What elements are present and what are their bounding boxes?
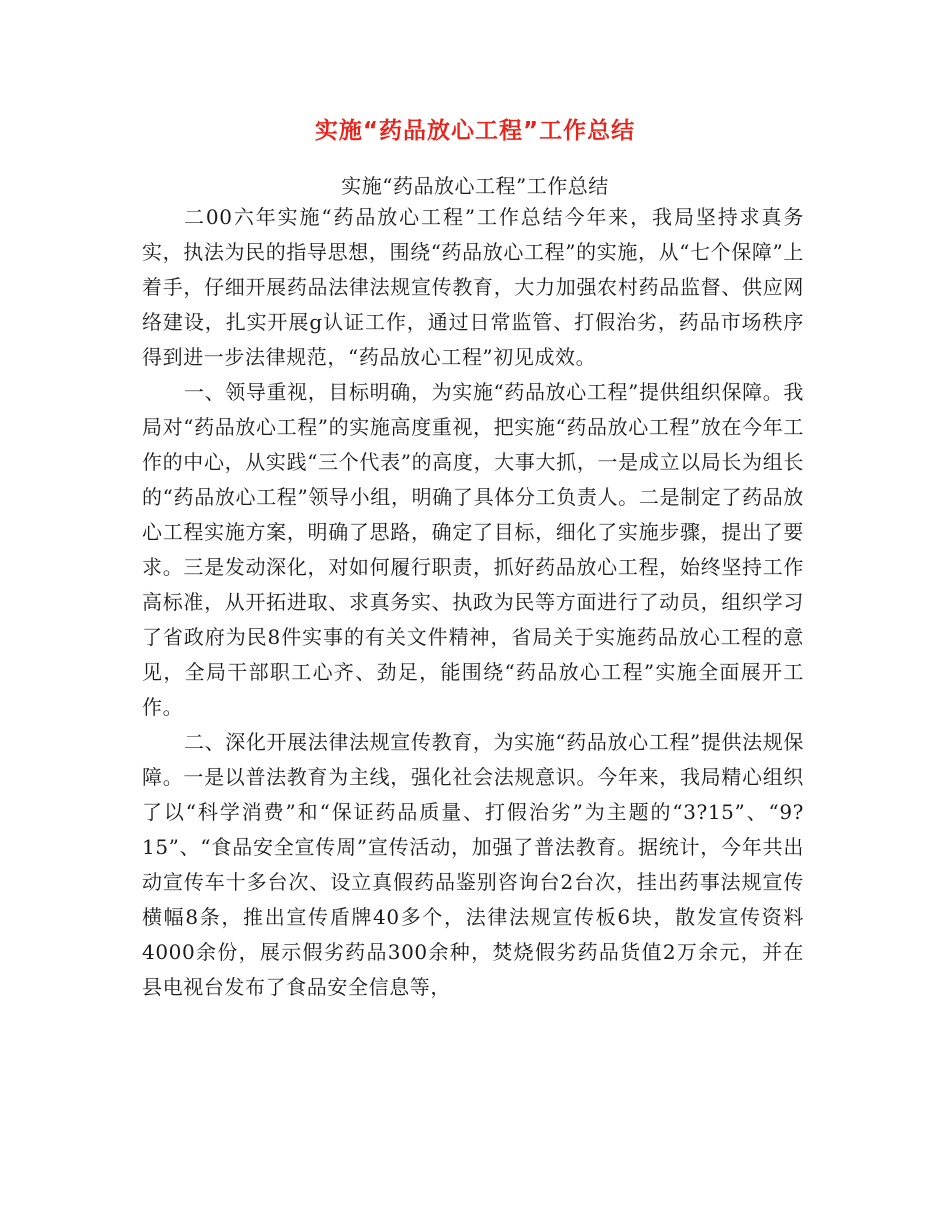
document-body (142, 200, 804, 1005)
paragraph-section-2: 二、深化开展法律法规宣传教育，为实施“药品放心工程”提供法规保障。一是以普法教育为主线，强化社会法规意识。今年来，我局精心组织了以“科学消费”和“保证药品质量、打假治劣”为主题的“3?15”、“9?15”、“食品安全宣传周”宣传活动，加强了普法教育。据统计，今年共出动宣传车十多台次、设立真假药品鉴别咨询台2台次，挂出药事法规宣传横幅8条，推出宣传盾牌40多个，法律法规宣传板6块，散发宣传资料4000余份，展示假劣药品300余种，焚烧假劣药品货值2万余元，并在县电视台发布了食品安全信息等， (142, 730, 804, 999)
paragraph-intro: 二00六年实施“药品放心工程”工作总结今年来，我局坚持求真务实，执法为民的指导思想，围绕“药品放心工程”的实施，从“七个保障”上着手，仔细开展药品法律法规宣传教育，大力加强农村药品监督、供应网络建设，扎实开展g认证工作，通过日常监管、打假治劣，药品市场秩序得到进一步法律规范，“药品放心工程”初见成效。 (142, 205, 804, 369)
document-title: 实施“药品放心工程”工作总结 (314, 118, 636, 144)
paragraph-section-1: 一、领导重视，目标明确，为实施“药品放心工程”提供组织保障。我局对“药品放心工程”的实施高度重视，把实施“药品放心工程”放在今年工作的中心，从实践“三个代表”的高度，大事大抓，一是成立以局长为组长的“药品放心工程”领导小组，明确了具体分工负责人。二是制定了药品放心工程实施方案，明确了思路，确定了目标，细化了实施步骤，提出了要求。三是发动深化，对如何履行职责，抓好药品放心工程，始终坚持工作高标准，从开拓进取、求真务实、执政为民等方面进行了动员，组织学习了省政府为民8件实事的有关文件精神，省局关于实施药品放心工程的意见，全局干部职工心齐、劲足，能围绕“药品放心工程”实施全面展开工作。 (142, 380, 804, 719)
document-subtitle: 实施“药品放心工程”工作总结 (341, 174, 609, 198)
